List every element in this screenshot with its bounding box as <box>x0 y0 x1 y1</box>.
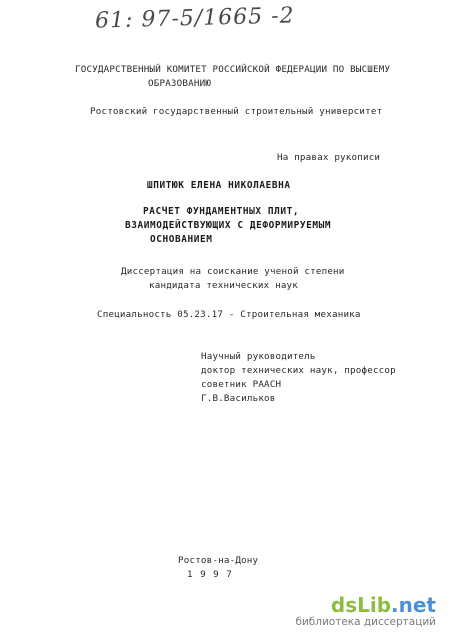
title-line-2: ВЗАИМОДЕЙСТВУЮЩИХ С ДЕФОРМИРУЕМЫМ <box>125 220 332 231</box>
author-name: ШПИТЮК ЕЛЕНА НИКОЛАЕВНА <box>147 180 291 191</box>
degree-line-1: Диссертация на соискание ученой степени <box>121 266 345 277</box>
dslib-watermark[interactable] <box>295 595 436 628</box>
supervisor-line-2: доктор технических наук, профессор <box>201 365 396 376</box>
supervisor-line-1: Научный руководитель <box>201 351 316 362</box>
supervisor-line-4: Г.В.Васильков <box>201 393 276 404</box>
handwritten-archive-code: 61: 97-5/1665 -2 <box>94 3 295 34</box>
dslib-logo: dsLib.net <box>330 593 436 617</box>
university-name: Ростовский государственный строительный университет <box>90 106 383 117</box>
manuscript-note: На правах рукописи <box>277 152 381 163</box>
committee-line-2: ОБРАЗОВАНИЮ <box>148 78 212 89</box>
title-line-3: ОСНОВАНИЕМ <box>150 234 213 245</box>
supervisor-line-3: советник РААСН <box>201 379 282 390</box>
title-line-1: РАСЧЕТ ФУНДАМЕНТНЫХ ПЛИТ, <box>143 206 300 217</box>
year: 1 9 9 7 <box>187 569 233 580</box>
specialty: Специальность 05.23.17 - Строительная механика <box>97 309 361 320</box>
dslib-tagline: библиотека диссертаций <box>295 616 436 628</box>
committee-line-1: ГОСУДАРСТВЕННЫЙ КОМИТЕТ РОССИЙСКОЙ ФЕДЕРАЦИИ ПО ВЫСШЕМУ <box>75 64 391 75</box>
degree-line-2: кандидата технических наук <box>149 280 299 291</box>
place: Ростов-на-Дону <box>178 555 259 566</box>
